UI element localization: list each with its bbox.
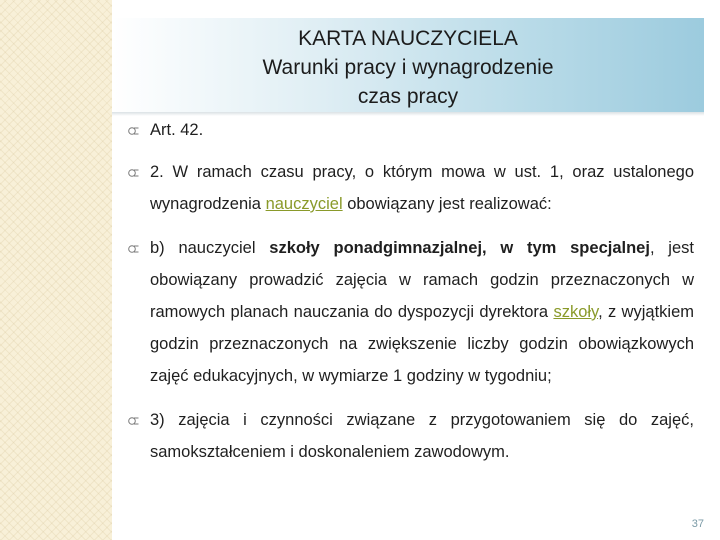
article-label: Art. 42.: [150, 121, 204, 139]
bullet-icon: [128, 168, 138, 178]
bullet-item-art: [128, 114, 694, 146]
slide-title: [112, 24, 704, 111]
bullet-icon: [128, 126, 138, 136]
bullet-item-point-b: [128, 232, 694, 392]
slide-content: [128, 112, 694, 468]
page-number: 37: [691, 518, 704, 530]
point-b-bold-school-type: szkoły ponadgimnazjalnej, w tym specjalnej: [269, 239, 650, 257]
nauczyciel-link[interactable]: nauczyciel: [265, 195, 343, 213]
title-line-3: czas pracy: [357, 85, 459, 108]
point-b-middle: , jest obowiązany prowadzić zajęcia w ramach godzin przeznaczonych w ramowych planach nauczania do dyspozycji dyrektora: [150, 239, 694, 321]
bullet-item-point-3: [128, 404, 694, 468]
bullet-item-paragraph-2: [128, 156, 694, 220]
szkoly-link[interactable]: szkoły: [553, 303, 599, 321]
decorative-side-strip: [0, 0, 112, 540]
point-b-prefix: b) nauczyciel: [150, 239, 270, 257]
paragraph-2-text-end: obowiązany jest realizować:: [342, 195, 552, 213]
bullet-icon: [128, 416, 138, 426]
point-b-end: , z wyjątkiem godzin przeznaczonych na zwiększenie liczby godzin obowiązkowych zajęć edukacyjnych, w wymiarze 1 godziny w tygodniu;: [150, 303, 694, 385]
title-line-2: Warunki pracy i wynagrodzenie: [262, 56, 554, 79]
bullet-icon: [128, 244, 138, 254]
paragraph-2-text-start: 2. W ramach czasu pracy, o którym mowa w ust. 1, oraz ustalonego wynagrodzenia: [150, 163, 694, 213]
title-line-1: KARTA NAUCZYCIELA: [298, 27, 518, 50]
point-3-text: 3) zajęcia i czynności związane z przygotowaniem się do zajęć, samokształceniem i doskonaleniem zawodowym.: [150, 411, 694, 461]
